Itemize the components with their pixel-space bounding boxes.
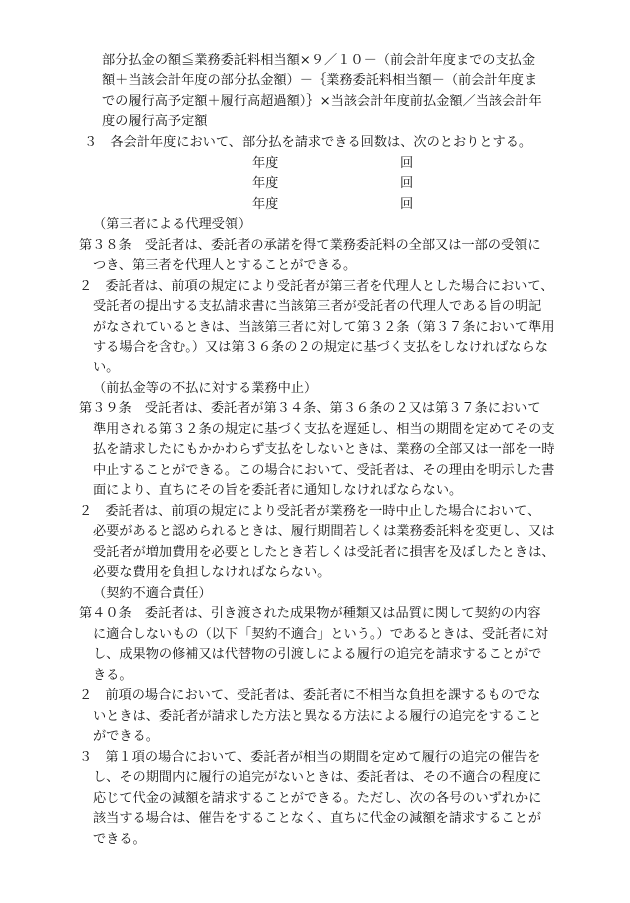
article-40-p1-line-3: し、成果物の修補又は代替物の引渡しによる履行の追完を請求することがで xyxy=(93,647,542,662)
article-40-p2-line-2: いときは、委託者が請求した方法と異なる方法による履行の追完をすること xyxy=(93,709,542,724)
article-40-p3-line-2: し、その期間内に履行の追完がないときは、委託者は、その不適合の程度に xyxy=(93,770,542,785)
article-39-p2-line-1: ２ 委託者は、前項の規定により受託者が業務を一時中止した場合において、 xyxy=(79,504,541,519)
article-39-p1-line-5: 面により、直ちにその旨を委託者に通知しなければならない。 xyxy=(93,483,463,498)
table-row-2-count: 回 xyxy=(400,176,414,191)
article-38-p2-line-2: 受託者の提出する支払請求書に当該第三者が受託者の代理人である旨の明記 xyxy=(93,299,542,314)
formula-line-1: 部分払金の額≦業務委託料相当額×９／１０－（前会計年度までの支払金 xyxy=(102,53,536,68)
clause-3-text: ３ 各会計年度において、部分払を請求できる回数は、次のとおりとする。 xyxy=(84,135,533,150)
article-38-p2-line-1: ２ 委託者は、前項の規定により受託者が第三者を代理人とした場合において、 xyxy=(79,279,554,294)
article-40-p1-line-4: きる。 xyxy=(93,668,133,683)
article-39-p2-line-3: 受託者が増加費用を必要としたとき若しくは受託者に損害を及ぼしたときは、 xyxy=(93,545,555,560)
formula-line-3: での履行高予定額＋履行高超過額）｝×当該会計年度前払金額／当該会計年 xyxy=(102,94,542,109)
article-38-p2-line-4: する場合を含む。）又は第３６条の２の規定に基づく支払をしなければならな xyxy=(93,340,548,355)
table-row-3-year: 年度 xyxy=(252,197,279,212)
article-39-p1-line-2: 準用される第３２条の規定に基づく支払を遅延し、相当の期間を定めてその支 xyxy=(93,422,555,437)
article-39-p1-line-1: 第３９条 受託者は、委託者が第３４条、第３６条の２又は第３７条において xyxy=(79,401,541,416)
table-row-1-count: 回 xyxy=(400,156,414,171)
article-39-p2-line-4: 必要な費用を負担しなければならない。 xyxy=(93,565,331,580)
article-39-p1-line-4: 中止することができる。この場合において、受託者は、その理由を明示した書 xyxy=(93,463,555,478)
article-40-p3-line-5: できる。 xyxy=(93,832,146,847)
article-38-p2-line-3: がなされているときは、当該第三者に対して第３２条（第３７条において準用 xyxy=(93,320,555,335)
table-row-2-year: 年度 xyxy=(252,176,279,191)
table-row-1-year: 年度 xyxy=(252,156,279,171)
article-40-heading: （契約不適合責任） xyxy=(93,586,212,601)
article-40-p3-line-1: ３ 第１項の場合において、委託者が相当の期間を定めて履行の追完の催告を xyxy=(79,750,541,765)
article-40-p1-line-1: 第４０条 委託者は、引き渡された成果物が種類又は品質に関して契約の内容 xyxy=(79,606,541,621)
article-40-p3-line-4: 該当する場合は、催告をすることなく、直ちに代金の減額を請求することが xyxy=(93,811,542,826)
article-39-p1-line-3: 払を請求したにもかかわらず支払をしないときは、業務の全部又は一部を一時 xyxy=(93,442,555,457)
article-38-p1-line-1: 第３８条 受託者は、委託者の承諾を得て業務委託料の全部又は一部の受領に xyxy=(79,238,541,253)
article-39-heading: （前払金等の不払に対する業務中止） xyxy=(93,381,318,396)
table-row-3-count: 回 xyxy=(400,197,414,212)
article-40-p2-line-1: ２ 前項の場合において、受託者は、委託者に不相当な負担を課するものでな xyxy=(79,688,541,703)
article-38-p2-line-5: い。 xyxy=(93,360,120,375)
article-40-p1-line-2: に適合しないもの（以下「契約不適合」という。）であるときは、受託者に対 xyxy=(93,627,548,642)
article-40-p2-line-3: ができる。 xyxy=(93,729,159,744)
formula-line-4: 度の履行高予定額 xyxy=(102,114,208,129)
article-39-p2-line-2: 必要があると認められるときは、履行期間若しくは業務委託料を変更し、又は xyxy=(93,524,555,539)
article-40-p3-line-3: 応じて代金の減額を請求することができる。ただし、次の各号のいずれかに xyxy=(93,791,542,806)
article-38-heading: （第三者による代理受領） xyxy=(93,217,252,232)
formula-line-2: 額＋当該会計年度の部分払金額）－｛業務委託料相当額－（前会計年度ま xyxy=(102,73,538,88)
article-38-p1-line-2: つき、第三者を代理人とすることができる。 xyxy=(93,258,357,273)
